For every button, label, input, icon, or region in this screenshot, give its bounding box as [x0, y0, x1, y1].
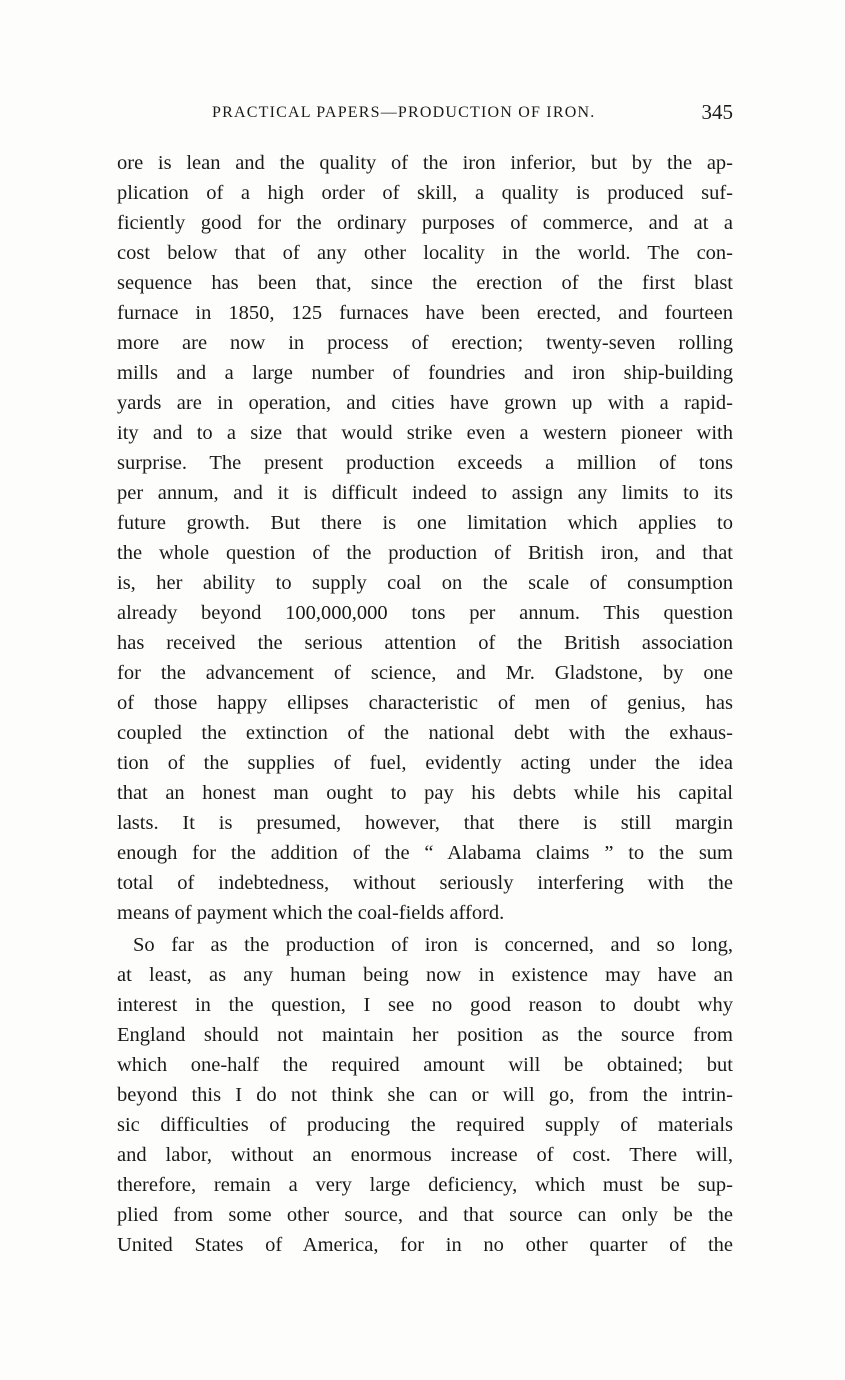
text-line: at least, as any human being now in existence may have an	[117, 964, 733, 986]
text-line: tion of the supplies of fuel, evidently acting under the idea	[117, 752, 733, 774]
text-line: of those happy ellipses characteristic of men of genius, has	[117, 692, 733, 714]
paragraph	[117, 148, 733, 928]
text-line: So far as the production of iron is concerned, and so long,	[133, 934, 733, 956]
text-line: surprise. The present production exceeds a million of tons	[117, 452, 733, 474]
text-line: therefore, remain a very large deficiency, which must be sup-	[117, 1174, 733, 1196]
text-line: ity and to a size that would strike even a western pioneer with	[117, 422, 733, 444]
body-text	[117, 148, 733, 1260]
text-line: interest in the question, I see no good reason to doubt why	[117, 994, 733, 1016]
text-line: that an honest man ought to pay his debts while his capital	[117, 782, 733, 804]
text-line: plication of a high order of skill, a quality is produced suf-	[117, 182, 733, 204]
text-line: and labor, without an enormous increase of cost. There will,	[117, 1144, 733, 1166]
text-line: means of payment which the coal-fields afford.	[117, 902, 505, 924]
text-line: is, her ability to supply coal on the scale of consumption	[117, 572, 733, 594]
page-number: 345	[701, 100, 733, 124]
text-line: has received the serious attention of the British association	[117, 632, 733, 654]
text-line: already beyond 100,000,000 tons per annum. This question	[117, 602, 733, 624]
text-line: per annum, and it is difficult indeed to assign any limits to its	[117, 482, 733, 504]
text-line: United States of America, for in no other quarter of the	[117, 1234, 733, 1256]
text-line: ore is lean and the quality of the iron inferior, but by the ap-	[117, 152, 733, 174]
text-line: more are now in process of erection; twenty-seven rolling	[117, 332, 733, 354]
running-head	[117, 100, 733, 130]
text-line: yards are in operation, and cities have grown up with a rapid-	[117, 392, 733, 414]
text-line: ficiently good for the ordinary purposes of commerce, and at a	[117, 212, 733, 234]
text-line: future growth. But there is one limitation which applies to	[117, 512, 733, 534]
text-line: sic difficulties of producing the required supply of materials	[117, 1114, 733, 1136]
text-line: cost below that of any other locality in the world. The con-	[117, 242, 733, 264]
text-line: enough for the addition of the “ Alabama claims ” to the sum	[117, 842, 733, 864]
text-line: mills and a large number of foundries and iron ship-building	[117, 362, 733, 384]
text-line: for the advancement of science, and Mr. Gladstone, by one	[117, 662, 733, 684]
running-head-title: PRACTICAL PAPERS—PRODUCTION OF IRON.	[212, 104, 596, 121]
text-line: plied from some other source, and that source can only be the	[117, 1204, 733, 1226]
text-line: England should not maintain her position as the source from	[117, 1024, 733, 1046]
text-line: coupled the extinction of the national debt with the exhaus-	[117, 722, 733, 744]
text-line: which one-half the required amount will be obtained; but	[117, 1054, 733, 1076]
paragraph	[117, 930, 733, 1260]
text-line: sequence has been that, since the erection of the first blast	[117, 272, 733, 294]
text-line: lasts. It is presumed, however, that there is still margin	[117, 812, 733, 834]
text-line: total of indebtedness, without seriously interfering with the	[117, 872, 733, 894]
text-line: the whole question of the production of British iron, and that	[117, 542, 733, 564]
text-line: furnace in 1850, 125 furnaces have been erected, and fourteen	[117, 302, 733, 324]
text-line: beyond this I do not think she can or will go, from the intrin-	[117, 1084, 733, 1106]
